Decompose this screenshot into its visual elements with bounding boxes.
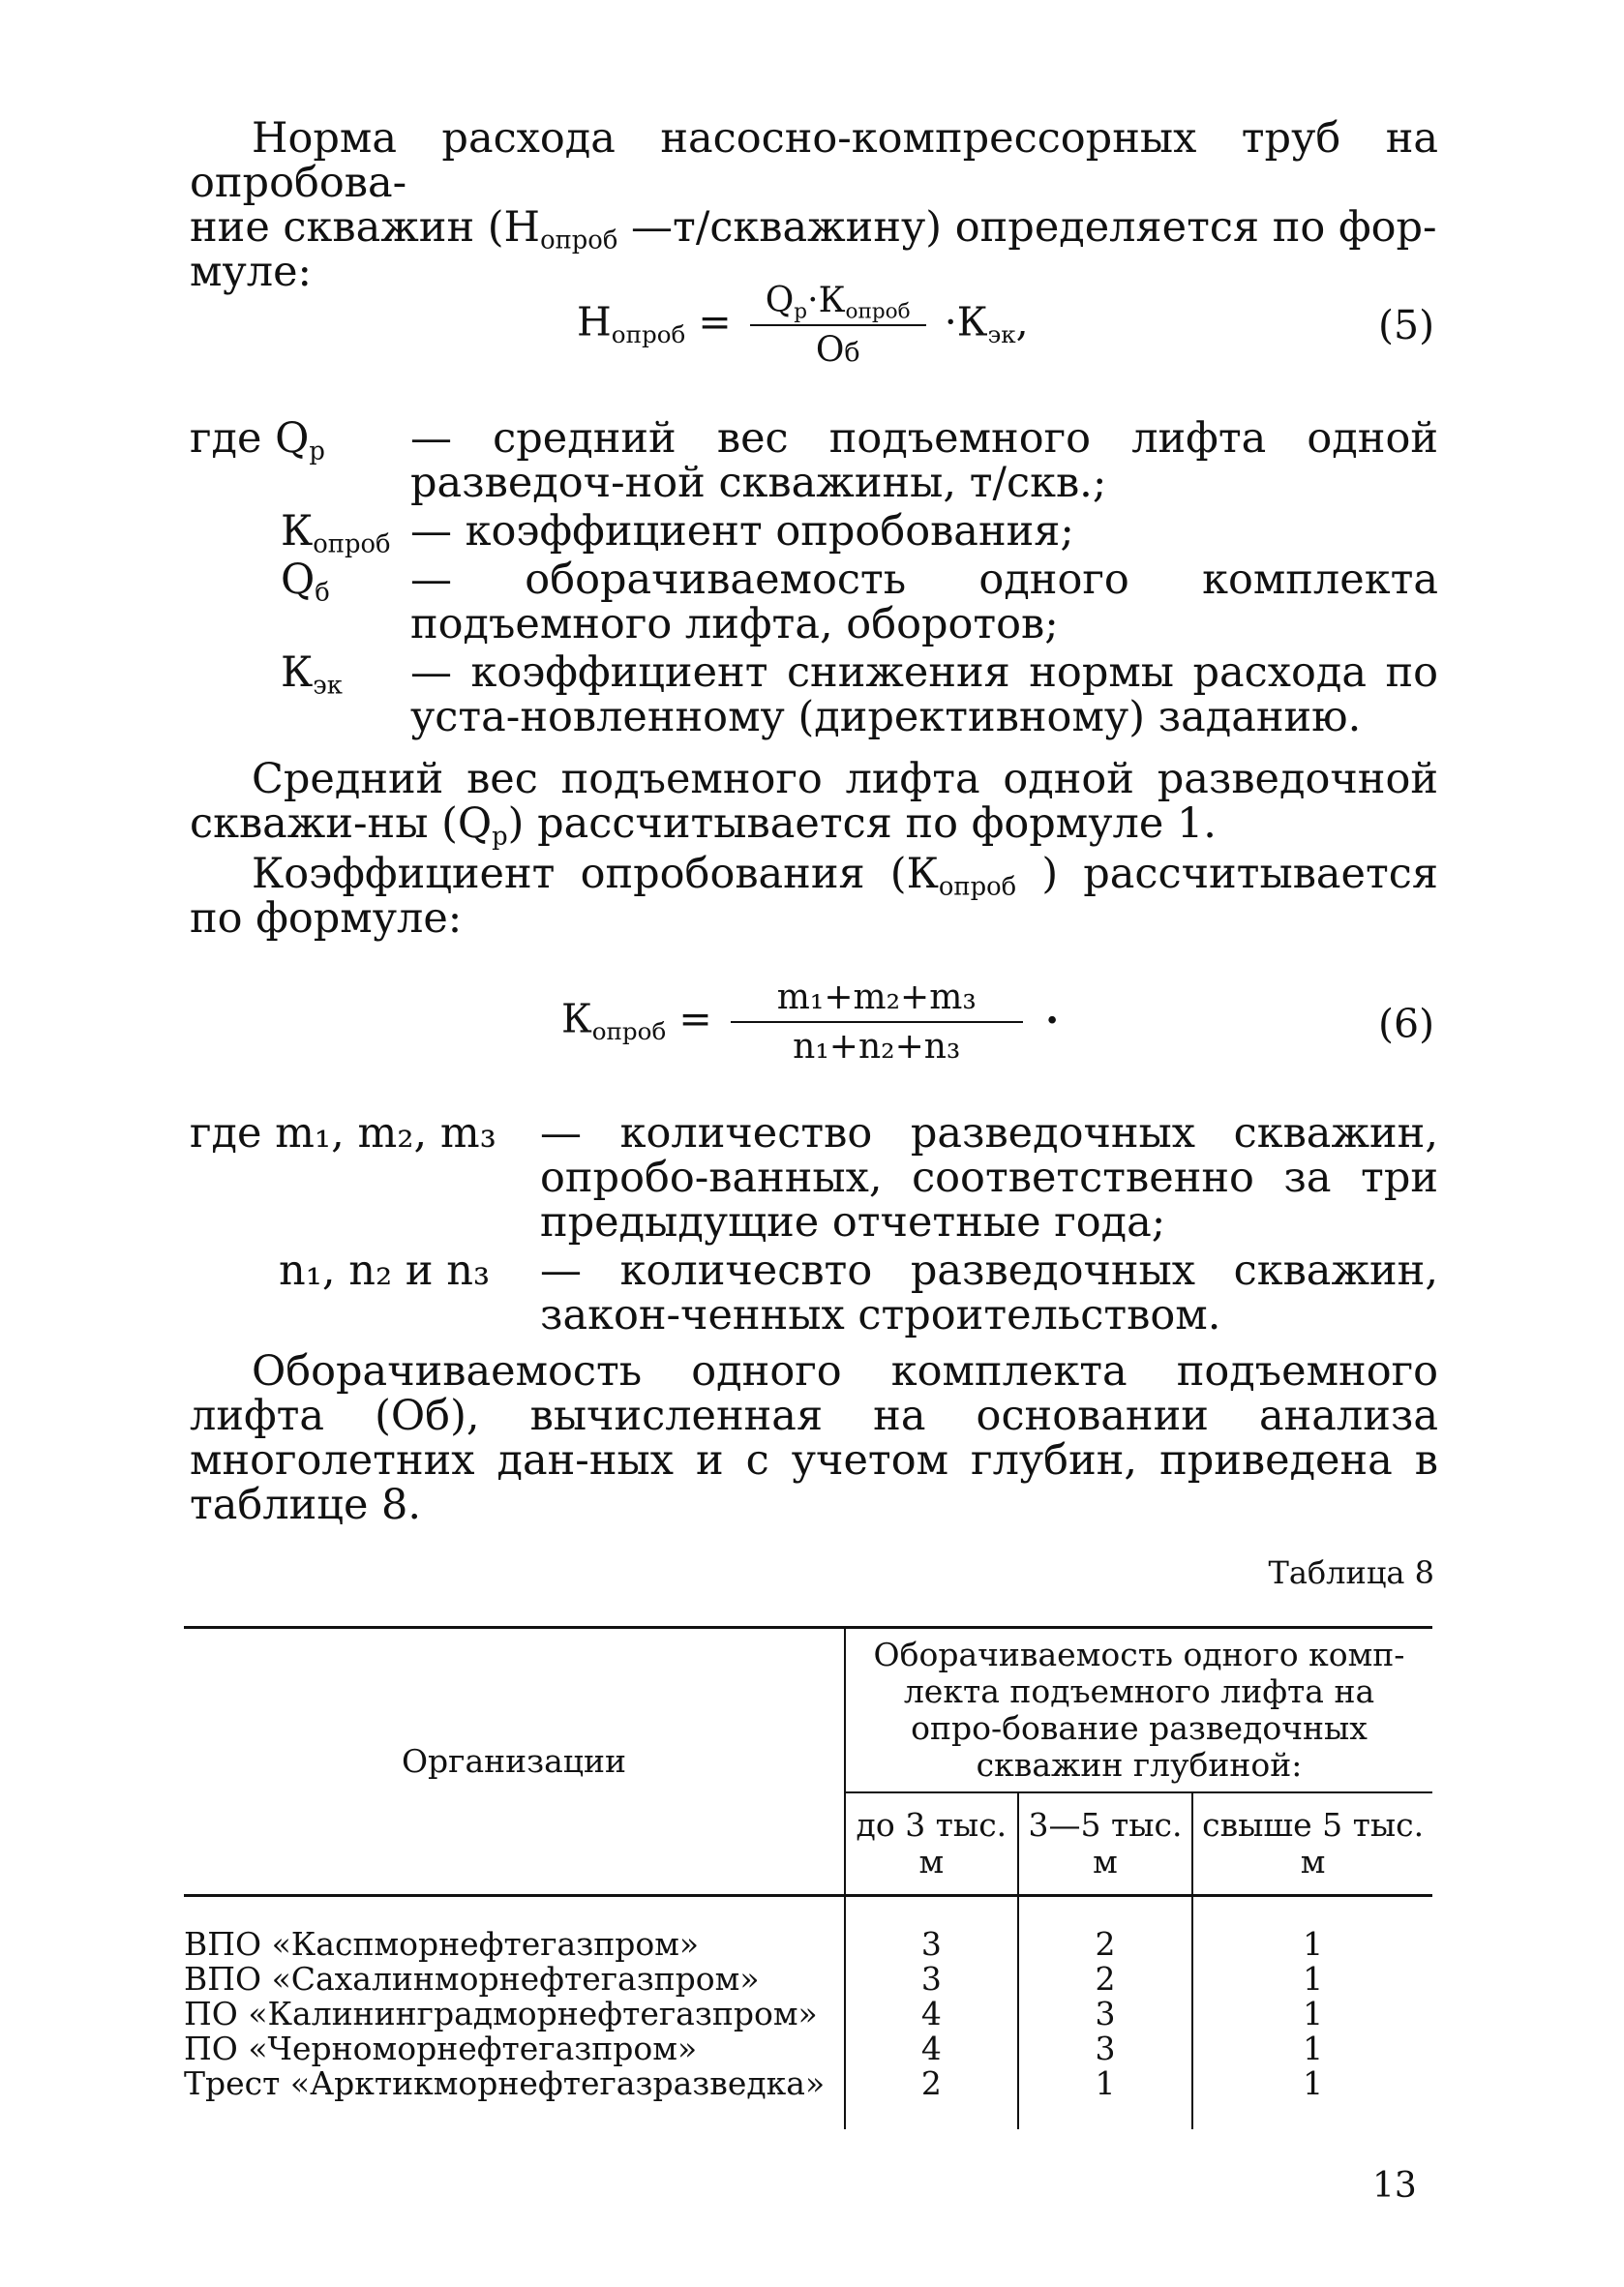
table-cell-value: 1 [1303,2064,1324,2102]
table-cell-value: 4 [920,2030,942,2067]
intro-line-2a: ние скважин (Н [190,203,541,252]
definition-symbol-sub: б [315,578,330,608]
table-cell-value: 3 [1095,2030,1116,2067]
formula6-number: (6) [1378,1001,1435,1047]
formula6-lhs: К [561,995,592,1042]
table-bottom-spacer [184,2100,844,2129]
table-cell-value: 3 [920,1960,942,1998]
para-coef-text-b: ) рассчитывается по формуле: [190,850,1438,943]
definition-row [190,650,1438,739]
header-depth-up-to-3: до 3 тыс. м [845,1792,1018,1896]
table-cell-value: 4 [920,1995,942,2032]
table-cell-value: 1 [1303,1925,1324,1963]
definition-symbol [190,414,325,466]
definition-text: — количесвто разведочных скважин, закон-ченных строительством. [540,1247,1438,1339]
intro-line-1: Норма расхода насосно-компрессорных труб на опробова- [190,114,1438,207]
table-row-organization: ПО «Черноморнефтегазпром» [184,2030,698,2067]
page-number: 13 [1372,2166,1417,2206]
formula6-eq: = [678,995,712,1042]
table-8 [184,1626,1432,2129]
column-depth-3-5 [1018,1896,1193,2130]
definition-text: — коэффициент снижения нормы расхода по уста-новленному (директивному) заданию. [410,648,1438,741]
para-avg-text-a: Средний вес подъемного лифта одной разведочной скважи-ны (Q [190,755,1438,848]
intro-line-3: муле: [190,248,312,296]
table-row-organization: ПО «Калининградморнефтегазпром» [184,1995,818,2032]
intro-line-2b: —т/скважину) определяется по фор- [617,203,1437,252]
paragraph-turnover: Оборачиваемость одного комплекта подъемного лифта (Об), вычисленная на основании анализа многолетних дан-ных и с учетом глубин, приведена в таблице 8. [190,1347,1438,1529]
definition-symbol-text: где Q [190,414,310,463]
header-depth-3-5: 3—5 тыс. м [1018,1792,1193,1896]
formula5-num-sub2: опроб [845,299,911,324]
table-cell-value: 1 [1303,2030,1324,2067]
formula-5 [577,281,1029,370]
definition-row [190,507,1438,559]
formula5-num-q: Q [765,281,795,320]
definition-symbol: где m₁, m₂, m₃ [190,1109,496,1158]
definition-row [190,1249,1438,1338]
definition-text: — средний вес подъемного лифта одной разведоч-ной скважины, т/скв.; [410,414,1438,507]
intro-line-2-sub: опроб [540,226,618,256]
table-cell-value: 3 [920,1925,942,1963]
para-avg-sub: р [492,822,508,852]
table-caption: Таблица 8 [1268,1554,1434,1591]
table-row-organization: ВПО «Каспморнефтегазпром» [184,1925,700,1963]
paragraph-coefficient [190,852,1438,941]
column-depth-over-5 [1192,1896,1432,2130]
table-cell-value: 2 [1095,1960,1116,1998]
table-cell-value: 2 [1095,1925,1116,1963]
intro-paragraph [190,116,1438,294]
definition-text: — коэффициент опробования; [410,507,1074,556]
para-avg-text-b: ) рассчитывается по формуле 1. [507,799,1217,848]
definitions-formula-6 [190,1111,1438,1341]
definition-text: — количество разведочных скважин, опробо-ванных, соответственно за три предыдущие отчетные года; [540,1109,1438,1247]
table-cell-value: 1 [1095,2064,1116,2102]
table-cell-value: 3 [1095,1995,1116,2032]
formula5-numerator [750,281,926,326]
formula6-denominator: n₁+n₂+n₃ [793,1027,961,1067]
definition-symbol [281,648,343,701]
table-cell-value: 1 [1303,1995,1324,2032]
formula6-fraction [731,978,1023,1067]
formula5-rhs-sub: эк [987,319,1016,348]
para-coef-text-a: Коэффициент опробования (К [252,850,939,898]
formula-6 [561,978,1029,1067]
formula5-lhs-sub: опроб [611,319,686,348]
definition-symbol [281,507,391,559]
formula5-eq: = [698,298,732,346]
definition-symbol-text: К [281,648,314,697]
definition-symbol-sub: р [309,436,325,466]
formula5-den-sub: б [844,338,860,368]
formula6-lhs-sub: опроб [591,1016,667,1045]
formula6-dot: · [1045,997,1060,1043]
table-cell-value: 1 [1303,1960,1324,1998]
column-depth-up-to-3 [845,1896,1018,2130]
formula5-den-o: О [815,330,845,370]
table-row-organization: Трест «Арктикморнефтегазразведка» [184,2064,826,2102]
table-body-row [184,1896,1432,2130]
definition-text: — оборачиваемость одного комплекта подъемного лифта, оборотов; [410,556,1438,648]
definitions-formula-5 [190,416,1438,743]
definition-symbol-text: К [281,507,314,556]
formula6-numerator: m₁+m₂+m₃ [731,978,1023,1023]
definition-row [190,557,1438,647]
definition-row [190,416,1438,505]
formula5-comma: , [1015,298,1029,346]
definition-symbol-sub: опроб [313,529,391,559]
formula5-num-k: ·К [807,281,846,320]
paragraph-average-weight [190,755,1438,852]
definition-symbol-text: Q [281,556,316,604]
header-turnover-group: Оборачиваемость одного комп-лекта подъемного лифта на опро-бование разведочных скважин глубиной: [845,1628,1432,1793]
definition-symbol-sub: эк [313,671,343,701]
formula5-rhs: ·К [944,298,988,346]
formula5-number: (5) [1378,302,1435,348]
formula5-lhs: Н [577,298,612,346]
column-organizations [184,1896,845,2130]
definition-symbol: n₁, n₂ и n₃ [279,1247,491,1295]
para-coef-sub: опроб [938,872,1017,902]
formula5-fraction [750,281,926,370]
table-row-organization: ВПО «Сахалинморнефтегазпром» [184,1960,760,1998]
header-depth-over-5: свыше 5 тыс. м [1192,1792,1432,1896]
header-organizations: Организации [184,1628,845,1896]
definition-symbol [281,556,330,608]
table-cell-value: 2 [920,2064,942,2102]
definition-row [190,1111,1438,1245]
formula5-denominator [750,326,926,370]
formula5-num-sub1: р [794,299,808,324]
